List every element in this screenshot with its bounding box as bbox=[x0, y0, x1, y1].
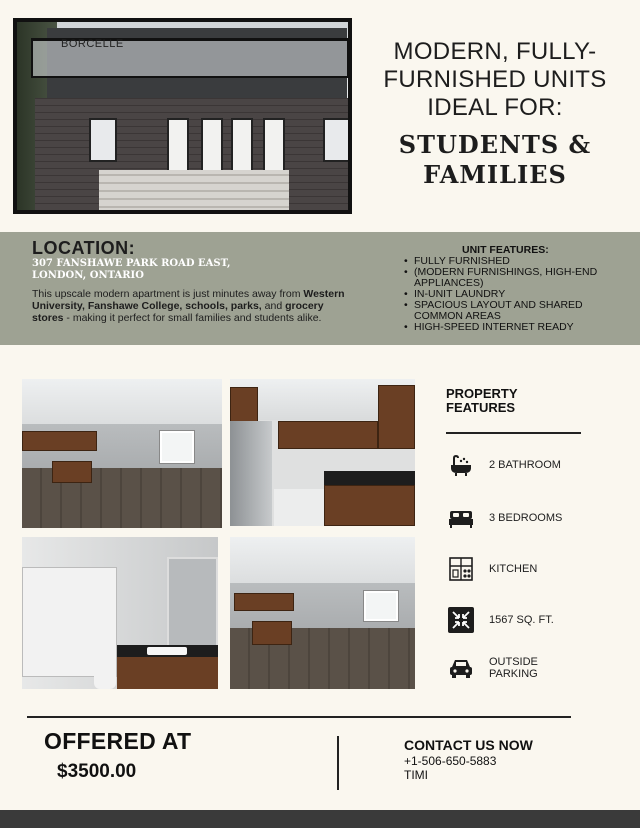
footer-bar bbox=[0, 810, 640, 828]
feature-label: 2 BATHROOM bbox=[489, 459, 561, 471]
interior-photo-open-plan bbox=[230, 537, 415, 689]
feature-kitchen bbox=[448, 556, 618, 584]
feature-label: KITCHEN bbox=[489, 563, 538, 575]
location-description: This upscale modern apartment is just minutes away from Western University, Fanshawe College, schools, parks, and grocery stores - making it perfect for small families and students alike. bbox=[32, 288, 345, 324]
feature-bedrooms bbox=[448, 505, 618, 533]
location-title: LOCATION: bbox=[32, 238, 136, 258]
unit-feature-item: • HIGH-SPEED INTERNET READY bbox=[404, 322, 630, 333]
divider bbox=[27, 716, 571, 718]
bathtub-icon bbox=[448, 452, 474, 478]
address-line-1: 307 FANSHAWE PARK ROAD EAST, bbox=[32, 258, 231, 269]
property-features-title: PROPERTY FEATURES bbox=[446, 386, 518, 415]
interior-photo-kitchen bbox=[230, 379, 415, 526]
interior-photo-living bbox=[22, 379, 222, 528]
headline-line-2: FURNISHED UNITS bbox=[383, 66, 607, 93]
headline-line-3: IDEAL FOR: bbox=[427, 94, 563, 121]
offer-title: OFFERED AT bbox=[44, 728, 192, 754]
car-icon bbox=[448, 655, 474, 681]
photo-watermark: BORCELLE bbox=[61, 38, 124, 50]
headline-line-1: MODERN, FULLY- bbox=[393, 38, 597, 65]
contact-name: TIMI bbox=[404, 768, 428, 782]
unit-features-title: UNIT FEATURES: bbox=[462, 244, 549, 256]
feature-label: 1567 SQ. FT. bbox=[489, 614, 554, 626]
unit-feature-item: • (MODERN FURNISHINGS, HIGH-END APPLIANCES) bbox=[404, 267, 630, 289]
area-icon bbox=[448, 607, 474, 633]
unit-feature-item: • SPACIOUS LAYOUT AND SHARED COMMON AREAS bbox=[404, 300, 630, 322]
feature-label: 3 BEDROOMS bbox=[489, 512, 563, 524]
building-exterior-photo bbox=[17, 22, 348, 210]
address-line-2: LONDON, ONTARIO bbox=[32, 270, 144, 281]
interior-photo-bathroom bbox=[22, 537, 218, 689]
kitchen-icon bbox=[448, 556, 474, 582]
target-audience bbox=[372, 130, 618, 190]
headline bbox=[372, 38, 618, 122]
feature-area bbox=[448, 607, 618, 635]
audience-line-2: FAMILIES bbox=[423, 160, 567, 189]
feature-label: OUTSIDE PARKING bbox=[489, 656, 538, 680]
feature-bathroom bbox=[448, 452, 618, 480]
unit-features-list bbox=[404, 256, 630, 333]
unit-feature-item: • FULLY FURNISHED bbox=[404, 256, 630, 267]
feature-parking bbox=[448, 655, 618, 683]
hero-photo-frame bbox=[13, 18, 352, 214]
contact-phone[interactable]: +1-506-650-5883 bbox=[404, 754, 497, 768]
offer-price: $3500.00 bbox=[57, 761, 137, 782]
bed-icon bbox=[448, 505, 474, 531]
audience-line-1: STUDENTS & bbox=[398, 130, 592, 159]
divider bbox=[446, 432, 581, 434]
unit-feature-item: • IN-UNIT LAUNDRY bbox=[404, 289, 630, 300]
contact-title: CONTACT US NOW bbox=[404, 737, 533, 753]
location-address bbox=[32, 258, 282, 282]
vertical-divider bbox=[337, 736, 339, 790]
